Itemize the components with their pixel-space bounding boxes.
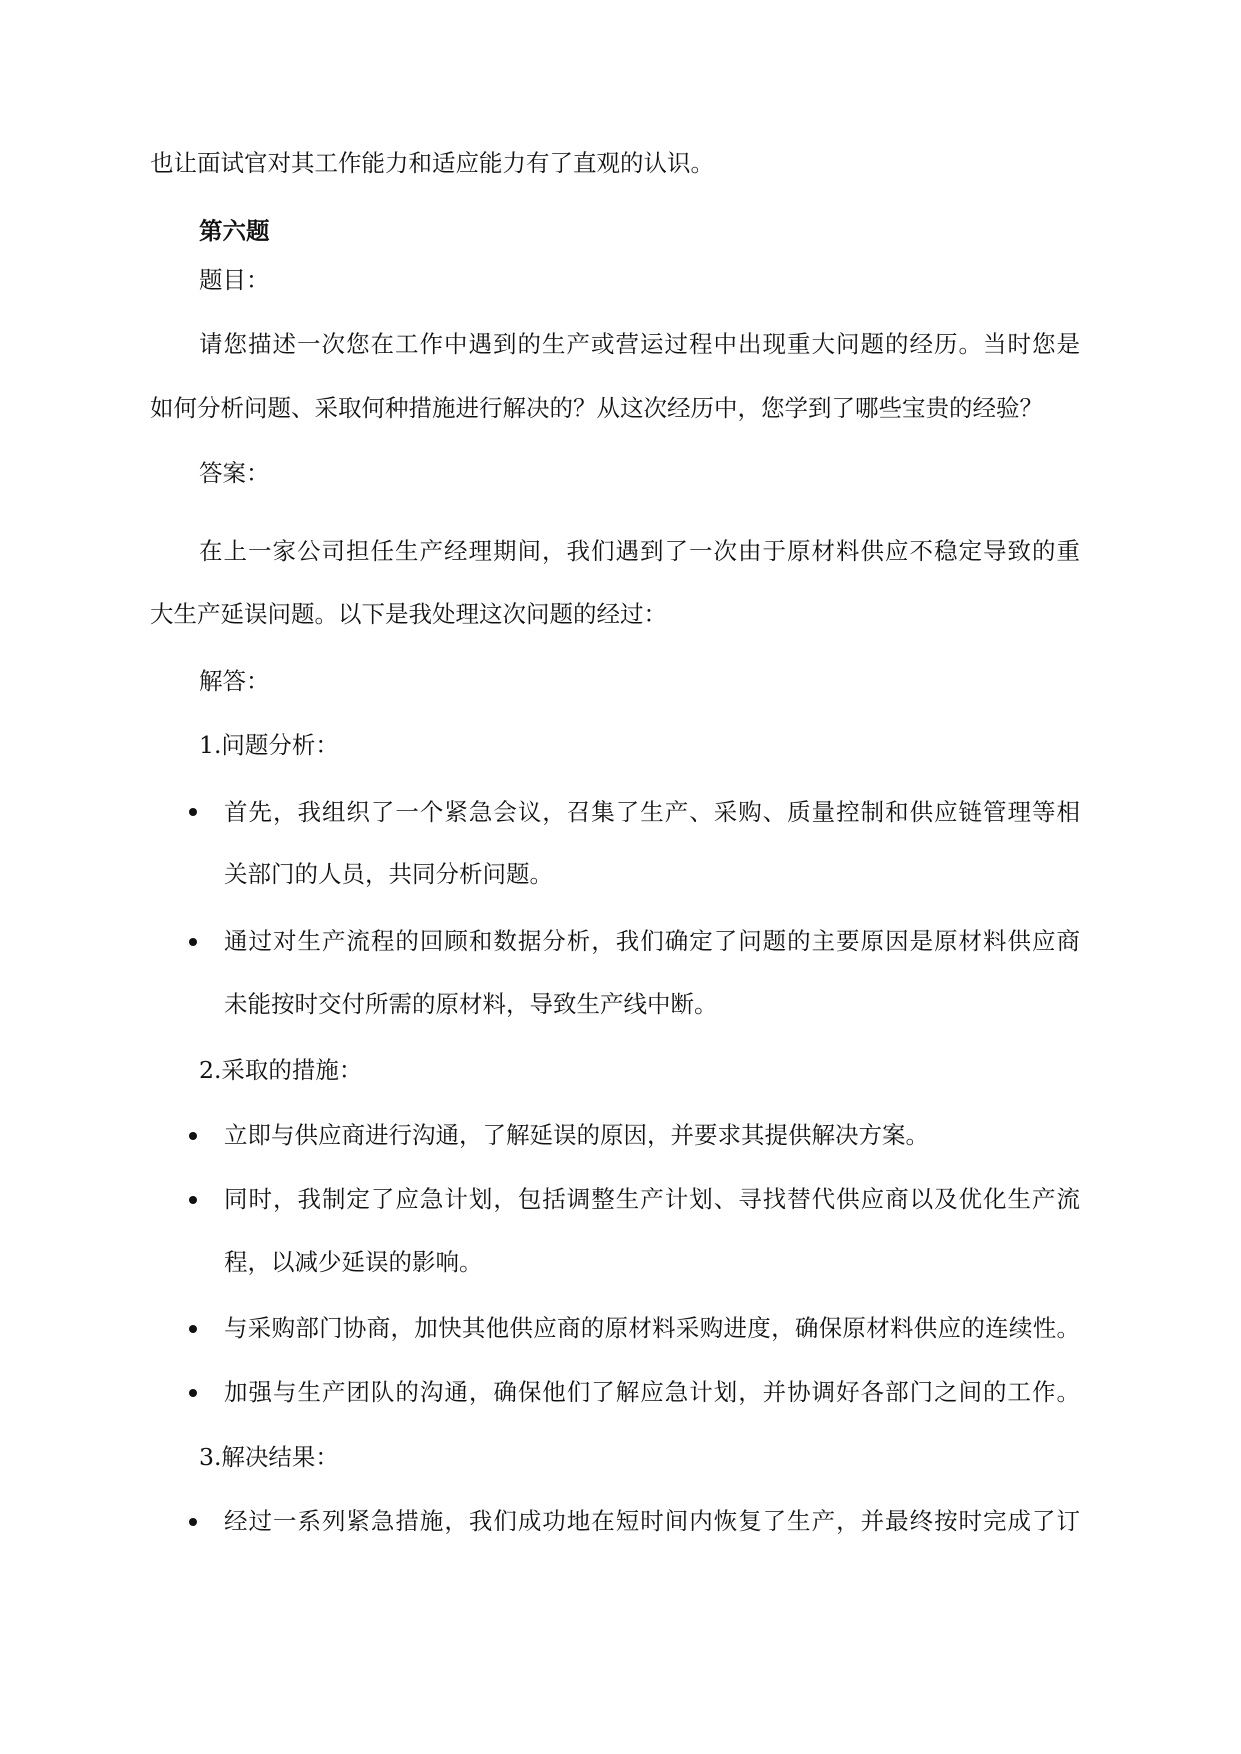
step2-title: 2.采取的措施： (199, 1056, 363, 1084)
answer-line-1: 在上一家公司担任生产经理期间，我们遇到了一次由于原材料供应不稳定导致的重 (199, 537, 1080, 565)
step3-bullet1-line1: 经过一系列紧急措施，我们成功地在短时间内恢复了生产，并最终按时完成了订 (224, 1507, 1080, 1535)
step3-title: 3.解决结果： (199, 1443, 339, 1471)
step2-bullet2-line1: 同时，我制定了应急计划，包括调整生产计划、寻找替代供应商以及优化生产流 (224, 1185, 1080, 1213)
question-line-2: 如何分析问题、采取何种措施进行解决的？从这次经历中，您学到了哪些宝贵的经验？ (150, 394, 1043, 422)
step1-bullet1-line1: 首先，我组织了一个紧急会议，召集了生产、采购、质量控制和供应链管理等相 (224, 798, 1080, 826)
step1-bullet1-line2: 关部门的人员，共同分析问题。 (224, 860, 553, 888)
section-title: 第六题 (199, 217, 270, 245)
bullet-dot (189, 1325, 197, 1333)
question-label: 题目： (199, 266, 270, 294)
bullet-dot (189, 1518, 197, 1526)
bullet-dot (189, 1196, 197, 1204)
step1-bullet2-line2: 未能按时交付所需的原材料，导致生产线中断。 (224, 990, 718, 1018)
bullet-dot (189, 1389, 197, 1397)
bullet-dot (189, 1132, 197, 1140)
step1-title: 1.问题分析： (199, 731, 339, 759)
solution-label: 解答： (199, 667, 270, 695)
answer-line-2: 大生产延误问题。以下是我处理这次问题的经过： (150, 600, 667, 628)
step2-bullet3: 与采购部门协商，加快其他供应商的原材料采购进度，确保原材料供应的连续性。 (224, 1314, 1080, 1342)
intro-continuation: 也让面试官对其工作能力和适应能力有了直观的认识。 (150, 149, 714, 177)
bullet-dot (189, 808, 197, 816)
step2-bullet4: 加强与生产团队的沟通，确保他们了解应急计划，并协调好各部门之间的工作。 (224, 1378, 1080, 1406)
step2-bullet1: 立即与供应商进行沟通，了解延误的原因，并要求其提供解决方案。 (224, 1121, 929, 1149)
step1-bullet2-line1: 通过对生产流程的回顾和数据分析，我们确定了问题的主要原因是原材料供应商 (224, 927, 1080, 955)
question-line-1: 请您描述一次您在工作中遇到的生产或营运过程中出现重大问题的经历。当时您是 (199, 330, 1080, 358)
step2-bullet2-line2: 程，以减少延误的影响。 (224, 1248, 483, 1276)
answer-label: 答案： (199, 459, 270, 487)
bullet-dot (189, 938, 197, 946)
